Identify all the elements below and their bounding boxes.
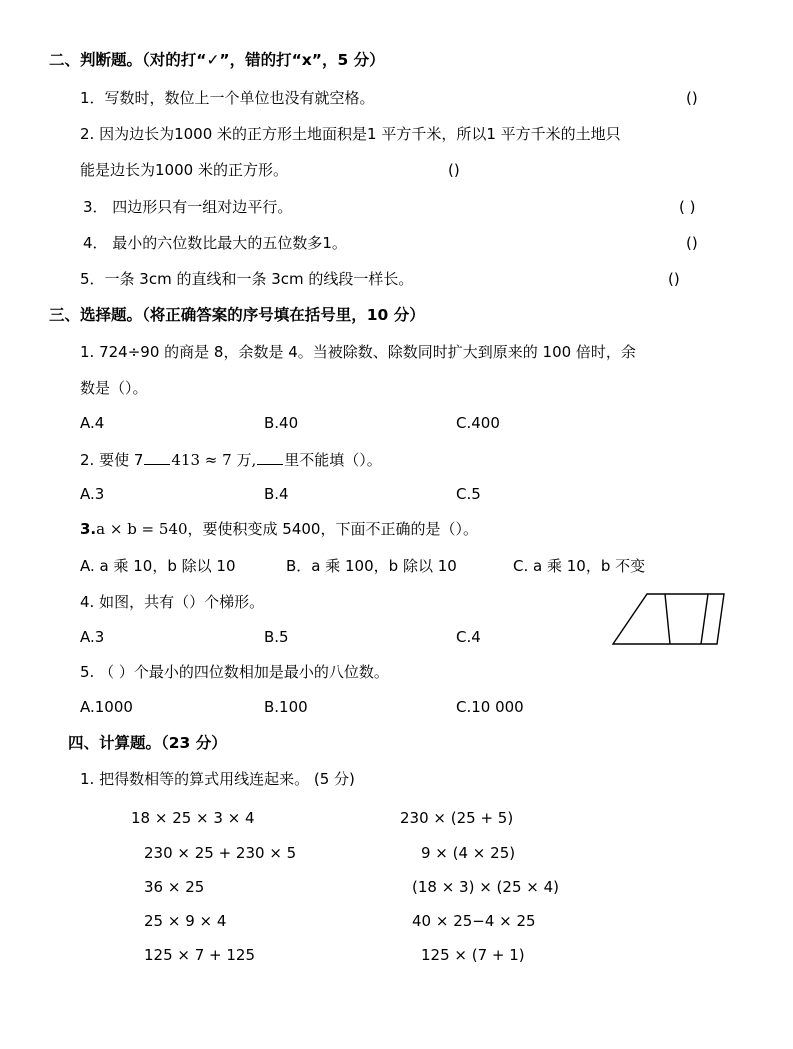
s3-q2-prefix: 2. 要使 7: [80, 451, 144, 469]
s3-q2-blank[interactable]: [144, 452, 170, 465]
s3-q1-option-b[interactable]: B.40: [264, 414, 299, 432]
trapezoid-figure: [612, 591, 726, 647]
s2-item1-paren[interactable]: (): [686, 89, 698, 107]
section4-title: 四、计算题。（23 分）: [68, 734, 227, 752]
s3-q2-suffix: 里不能填（）。: [284, 451, 382, 469]
section2-title: 二、判断题。（对的打“✓”，错的打“x”，5 分）: [49, 51, 385, 69]
s4-left-2[interactable]: 230 × 25 + 230 × 5: [144, 844, 297, 862]
s4-left-4[interactable]: 25 × 9 × 4: [144, 912, 227, 930]
s2-item1-text: 1．写数时，数位上一个单位也没有就空格。: [80, 89, 375, 107]
s3-q3-option-a[interactable]: A. a 乘 10，b 除以 10: [80, 557, 236, 575]
s4-right-3[interactable]: (18 × 3) × (25 × 4): [412, 878, 559, 896]
s3-q1-line2: 数是（）。: [80, 379, 148, 397]
figure-divider-left: [665, 594, 670, 644]
s3-q3-option-c[interactable]: C. a 乘 10，b 不变: [513, 557, 646, 575]
s3-q4-text: 4. 如图，共有（）个梯形。: [80, 593, 265, 611]
s3-q3-expr: a × b = 540: [96, 520, 188, 538]
s3-q3-text: [80, 522, 478, 537]
s2-item3-paren[interactable]: ( ): [679, 198, 696, 216]
s2-item2-text2: 能是边长为1000 米的正方形。: [80, 161, 288, 179]
s3-q1-option-c[interactable]: C.400: [456, 414, 500, 432]
figure-divider-right: [701, 594, 708, 644]
section3-title: 三、选择题。（将正确答案的序号填在括号里，10 分）: [49, 306, 425, 324]
s4-left-5[interactable]: 125 × 7 + 125: [144, 946, 256, 964]
s3-q3-num: 3.: [80, 520, 97, 538]
s2-item5-text: 5．一条 3cm 的直线和一条 3cm 的线段一样长。: [80, 270, 414, 288]
s3-q2-option-b[interactable]: B.4: [264, 485, 289, 503]
s4-q1-text: 1. 把得数相等的算式用线连起来。 (5 分): [80, 770, 355, 788]
s2-item4-text: 4． 最小的六位数比最大的五位数多1。: [83, 234, 347, 252]
s3-q2-option-c[interactable]: C.5: [456, 485, 481, 503]
s3-q3-rest: ，要使积变成 5400，下面不正确的是（）。: [187, 520, 478, 538]
s4-right-4[interactable]: 40 × 25−4 × 25: [412, 912, 536, 930]
s3-q4-option-b[interactable]: B.5: [264, 628, 289, 646]
s3-q4-option-c[interactable]: C.4: [456, 628, 481, 646]
s3-q2-option-a[interactable]: A.3: [80, 485, 105, 503]
s4-right-2[interactable]: 9 × (4 × 25): [421, 844, 516, 862]
s3-q5-option-c[interactable]: C.10 000: [456, 698, 524, 716]
s3-q2-blank2[interactable]: [257, 452, 283, 465]
s2-item4-paren[interactable]: (): [686, 234, 698, 252]
s2-item3-text: 3． 四边形只有一组对边平行。: [83, 198, 293, 216]
s4-right-1[interactable]: 230 × (25 + 5): [400, 809, 514, 827]
s3-q4-option-a[interactable]: A.3: [80, 628, 105, 646]
s4-left-3[interactable]: 36 × 25: [144, 878, 205, 896]
s3-q5-text: 5. （ ）个最小的四位数相加是最小的八位数。: [80, 663, 389, 681]
s4-right-5[interactable]: 125 × (7 + 1): [421, 946, 525, 964]
s3-q2-mid: 413 ≈ 7 万,: [171, 451, 257, 469]
s3-q1-line1: 1. 724÷90 的商是 8，余数是 4。当被除数、除数同时扩大到原来的 100 倍时，余: [80, 343, 636, 361]
s3-q3-option-b[interactable]: B．a 乘 100，b 除以 10: [286, 557, 457, 575]
s2-item2-text: 2. 因为边长为1000 米的正方形土地面积是1 平方千米，所以1 平方千米的土地只: [80, 125, 621, 143]
s2-item2-paren[interactable]: (): [448, 161, 460, 179]
s3-q5-option-a[interactable]: A.1000: [80, 698, 133, 716]
s3-q2-text: [80, 452, 382, 468]
s3-q1-option-a[interactable]: A.4: [80, 414, 105, 432]
s4-left-1[interactable]: 18 × 25 × 3 × 4: [131, 809, 255, 827]
s2-item5-paren[interactable]: (): [668, 270, 680, 288]
s3-q5-option-b[interactable]: B.100: [264, 698, 308, 716]
